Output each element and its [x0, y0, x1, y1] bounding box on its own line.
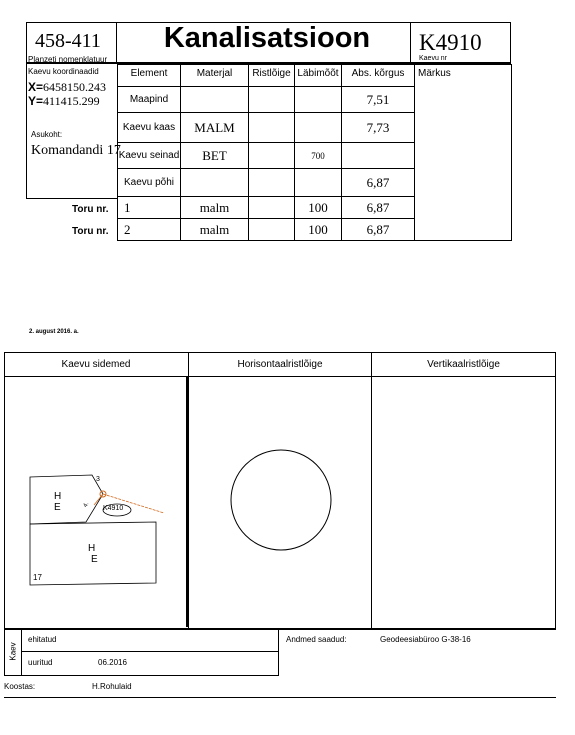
cell-height: 7,73 — [342, 113, 415, 143]
x-coordinate — [28, 80, 106, 95]
cell-diameter: 700 — [295, 143, 342, 169]
cell-material — [181, 169, 249, 197]
cell-height: 6,87 — [342, 169, 415, 197]
pipe-height: 6,87 — [342, 219, 415, 241]
col-header-diameter: Läbimõõt — [295, 65, 342, 87]
status-inspected-label: uuritud — [28, 658, 53, 667]
well-id-caption: Kaevu nr — [419, 55, 448, 62]
building-top-h: H — [54, 491, 62, 502]
address-number: 17 — [33, 573, 42, 582]
footer-side-label: Kaev — [8, 642, 18, 661]
data-source-value: Geodeesiabüroo G-38-16 — [380, 635, 471, 644]
sheet-number: 458-411 — [35, 30, 101, 52]
panel-title-horizontal: Horisontaalristlõige — [237, 359, 323, 370]
cell-cross — [249, 169, 295, 197]
compiled-by-value: H.Rohulaid — [92, 682, 132, 691]
pipe-cross — [249, 197, 295, 219]
cell-height: 7,51 — [342, 87, 415, 113]
cell-diameter — [295, 87, 342, 113]
sheet-caption: Planzeti nomenklatuur — [28, 55, 108, 64]
cell-height — [342, 143, 415, 169]
pipe-cross — [249, 219, 295, 241]
sketch-mark-2: 3 — [96, 476, 100, 483]
location-value: Komandandi 17 — [31, 143, 121, 158]
pipe-material: malm — [181, 219, 249, 241]
status-inspected-value: 06.2016 — [98, 658, 127, 667]
data-source-label: Andmed saadud: — [286, 635, 347, 644]
cell-material: BET — [181, 143, 249, 169]
cell-element: Kaevu seinad — [118, 143, 181, 169]
col-header-abs-height: Abs. kõrgus — [342, 65, 415, 87]
location-caption: Asukoht: — [31, 130, 63, 139]
cell-diameter — [295, 169, 342, 197]
connections-sketch — [4, 377, 186, 627]
building-top-e: E — [54, 502, 61, 513]
cell-cross — [249, 143, 295, 169]
col-header-element: Element — [118, 65, 181, 87]
pipe-line-2 — [94, 494, 103, 505]
cell-element: Kaevu põhi — [118, 169, 181, 197]
document-date: 2. august 2016. a. — [29, 329, 79, 335]
panel-title-vertical: Vertikaalristlõige — [427, 359, 500, 370]
col-header-note: Märkus — [415, 65, 512, 241]
cell-cross — [249, 87, 295, 113]
x-label: X= — [28, 80, 44, 94]
sketch-mark-1: 4. — [82, 501, 91, 509]
page-title: Kanalisatsioon — [163, 22, 371, 54]
x-value: 6458150.243 — [43, 80, 107, 94]
y-label: Y= — [28, 94, 44, 108]
y-value: 411415.299 — [43, 94, 100, 108]
well-section-circle — [231, 450, 331, 550]
panel-title-connections: Kaevu sidemed — [61, 359, 131, 370]
table-header-row — [118, 65, 512, 87]
y-coordinate — [28, 94, 100, 109]
pipe-label-2: Toru nr. — [72, 226, 109, 237]
cell-cross — [249, 113, 295, 143]
cell-element: Maapind — [118, 87, 181, 113]
cell-diameter — [295, 113, 342, 143]
col-header-cross-section: Ristlõige — [249, 65, 295, 87]
pipe-label-1: Toru nr. — [72, 204, 109, 215]
coords-caption: Kaevu koordinaadid — [28, 67, 99, 76]
well-elements-table — [117, 64, 512, 241]
pipe-diameter: 100 — [295, 197, 342, 219]
building-top-outline — [30, 475, 103, 524]
cell-material — [181, 87, 249, 113]
status-built: ehitatud — [28, 635, 57, 644]
building-bottom-h: H — [88, 543, 96, 554]
well-id: K4910 — [419, 30, 482, 55]
pipe-diameter: 100 — [295, 219, 342, 241]
horizontal-section-drawing — [229, 448, 333, 552]
pipe-height: 6,87 — [342, 197, 415, 219]
pipe-material: malm — [181, 197, 249, 219]
cell-element: Kaevu kaas — [118, 113, 181, 143]
col-header-material: Materjal — [181, 65, 249, 87]
cell-material: MALM — [181, 113, 249, 143]
well-tag-label: K4910 — [103, 505, 124, 512]
building-bottom-e: E — [91, 554, 98, 565]
pipe-number: 1 — [118, 197, 181, 219]
pipe-number: 2 — [118, 219, 181, 241]
compiled-by-label: Koostas: — [4, 682, 36, 691]
